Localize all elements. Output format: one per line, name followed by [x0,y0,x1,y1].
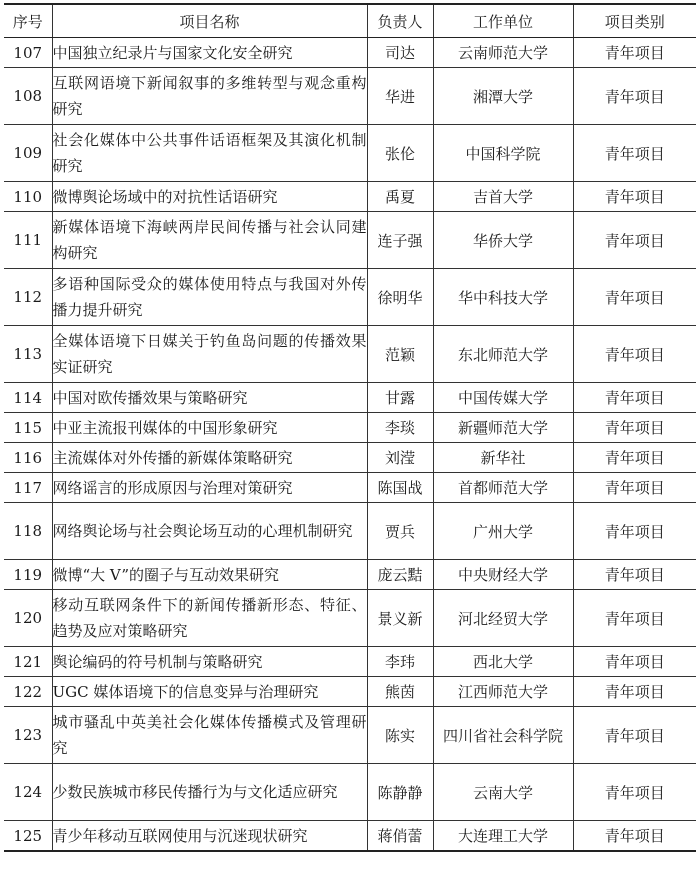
row-lead: 李琰 [367,413,433,443]
row-project-name: 中国独立纪录片与国家文化安全研究 [52,38,367,68]
row-unit: 江西师范大学 [433,677,573,707]
row-unit: 中央财经大学 [433,560,573,590]
row-unit: 湘潭大学 [433,68,573,125]
row-project-name: 中亚主流报刊媒体的中国形象研究 [52,413,367,443]
row-project-name: 移动互联网条件下的新闻传播新形态、特征、趋势及应对策略研究 [52,590,367,647]
row-no: 111 [4,212,52,269]
row-no: 113 [4,326,52,383]
row-type: 青年项目 [573,473,696,503]
row-project-name: 青少年移动互联网使用与沉迷现状研究 [52,821,367,852]
table-row [4,590,696,647]
row-project-name: 新媒体语境下海峡两岸民间传播与社会认同建构研究 [52,212,367,269]
row-type: 青年项目 [573,212,696,269]
row-lead: 徐明华 [367,269,433,326]
row-unit: 华中科技大学 [433,269,573,326]
table-header [4,4,696,38]
row-project-name: 社会化媒体中公共事件话语框架及其演化机制研究 [52,125,367,182]
row-type: 青年项目 [573,383,696,413]
row-lead: 司达 [367,38,433,68]
row-no: 121 [4,647,52,677]
row-lead: 景义新 [367,590,433,647]
table-row [4,503,696,560]
row-project-name: 主流媒体对外传播的新媒体策略研究 [52,443,367,473]
row-type: 青年项目 [573,503,696,560]
row-project-name: 微博舆论场域中的对抗性话语研究 [52,182,367,212]
row-project-name: 城市骚乱中英美社会化媒体传播模式及管理研究 [52,707,367,764]
row-lead: 贾兵 [367,503,433,560]
header-row [4,4,696,38]
row-lead: 连子强 [367,212,433,269]
row-unit: 吉首大学 [433,182,573,212]
table-row [4,443,696,473]
row-no: 107 [4,38,52,68]
row-no: 120 [4,590,52,647]
row-type: 青年项目 [573,269,696,326]
row-type: 青年项目 [573,707,696,764]
row-lead: 禹夏 [367,182,433,212]
row-lead: 刘滢 [367,443,433,473]
header-name: 项目名称 [52,4,367,38]
row-lead: 张伦 [367,125,433,182]
row-type: 青年项目 [573,560,696,590]
table-row [4,473,696,503]
table-row [4,125,696,182]
row-unit: 西北大学 [433,647,573,677]
row-type: 青年项目 [573,413,696,443]
row-unit: 中国科学院 [433,125,573,182]
row-unit: 云南师范大学 [433,38,573,68]
row-unit: 广州大学 [433,503,573,560]
table-body [4,38,696,852]
row-no: 118 [4,503,52,560]
row-no: 109 [4,125,52,182]
row-no: 125 [4,821,52,852]
row-type: 青年项目 [573,590,696,647]
row-no: 112 [4,269,52,326]
row-unit: 云南大学 [433,764,573,821]
row-unit: 河北经贸大学 [433,590,573,647]
row-lead: 李玮 [367,647,433,677]
table-row [4,383,696,413]
table-row [4,326,696,383]
project-table [4,3,696,852]
table-row [4,764,696,821]
row-lead: 陈国战 [367,473,433,503]
row-project-name: 多语种国际受众的媒体使用特点与我国对外传播力提升研究 [52,269,367,326]
row-no: 116 [4,443,52,473]
row-no: 124 [4,764,52,821]
row-lead: 陈静静 [367,764,433,821]
row-project-name: 微博“大 V”的圈子与互动效果研究 [52,560,367,590]
table-row [4,707,696,764]
row-type: 青年项目 [573,764,696,821]
row-no: 122 [4,677,52,707]
row-type: 青年项目 [573,125,696,182]
row-project-name: 网络谣言的形成原因与治理对策研究 [52,473,367,503]
row-project-name: 舆论编码的符号机制与策略研究 [52,647,367,677]
row-no: 114 [4,383,52,413]
header-no: 序号 [4,4,52,38]
row-lead: 熊茵 [367,677,433,707]
row-no: 115 [4,413,52,443]
row-project-name: 全媒体语境下日媒关于钓鱼岛问题的传播效果实证研究 [52,326,367,383]
row-lead: 范颖 [367,326,433,383]
row-unit: 新疆师范大学 [433,413,573,443]
table-row [4,269,696,326]
row-no: 108 [4,68,52,125]
row-type: 青年项目 [573,443,696,473]
row-unit: 大连理工大学 [433,821,573,852]
row-no: 119 [4,560,52,590]
row-project-name: 中国对欧传播效果与策略研究 [52,383,367,413]
row-type: 青年项目 [573,677,696,707]
row-lead: 蒋俏蕾 [367,821,433,852]
row-project-name: 网络舆论场与社会舆论场互动的心理机制研究 [52,503,367,560]
row-unit: 四川省社会科学院 [433,707,573,764]
row-type: 青年项目 [573,38,696,68]
header-unit: 工作单位 [433,4,573,38]
row-unit: 东北师范大学 [433,326,573,383]
row-project-name: 互联网语境下新闻叙事的多维转型与观念重构研究 [52,68,367,125]
row-no: 123 [4,707,52,764]
row-unit: 华侨大学 [433,212,573,269]
table-row [4,677,696,707]
table-row [4,647,696,677]
header-type: 项目类别 [573,4,696,38]
table-row [4,821,696,852]
row-no: 110 [4,182,52,212]
row-unit: 中国传媒大学 [433,383,573,413]
row-type: 青年项目 [573,326,696,383]
row-project-name: 少数民族城市移民传播行为与文化适应研究 [52,764,367,821]
row-lead: 华进 [367,68,433,125]
row-no: 117 [4,473,52,503]
table-row [4,560,696,590]
row-unit: 首都师范大学 [433,473,573,503]
row-lead: 甘露 [367,383,433,413]
table-row [4,413,696,443]
table-row [4,68,696,125]
row-type: 青年项目 [573,821,696,852]
row-lead: 陈实 [367,707,433,764]
header-lead: 负责人 [367,4,433,38]
row-type: 青年项目 [573,68,696,125]
row-type: 青年项目 [573,182,696,212]
row-type: 青年项目 [573,647,696,677]
table-row [4,182,696,212]
row-lead: 庞云黠 [367,560,433,590]
table-row [4,212,696,269]
row-unit: 新华社 [433,443,573,473]
table-row [4,38,696,68]
row-project-name: UGC 媒体语境下的信息变异与治理研究 [52,677,367,707]
